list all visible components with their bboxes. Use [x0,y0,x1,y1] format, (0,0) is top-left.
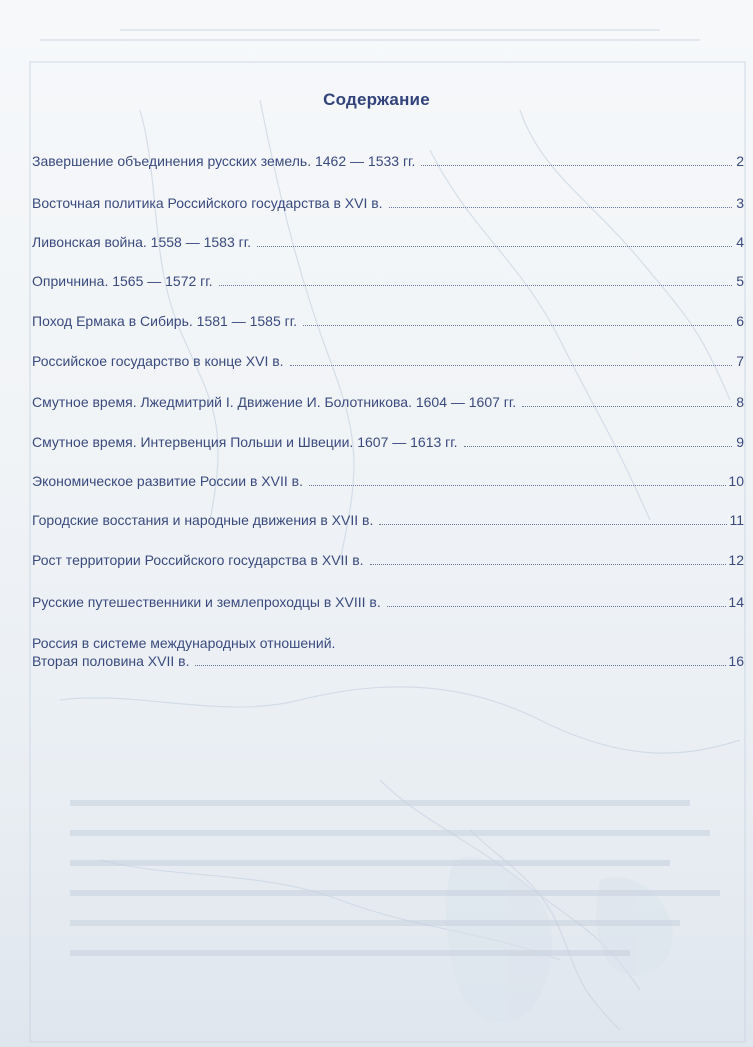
toc-leader-dots [195,664,726,666]
toc-item[interactable] [32,272,744,290]
toc-item[interactable] [32,433,744,451]
toc-item[interactable] [32,511,744,529]
toc-item-page: 16 [728,653,744,669]
toc-item[interactable] [32,634,744,670]
toc-item-label: Смутное время. Лжедмитрий I. Движение И. Болотникова. 1604 — 1607 гг. [32,394,517,410]
toc-item-page: 9 [736,434,744,450]
toc-leader-dots [379,523,727,525]
toc-item-page: 4 [736,234,744,250]
toc-item-page: 12 [728,552,744,568]
toc-item-page: 3 [736,195,744,211]
toc-item-label: Рост территории Российского государства в XVII в. [32,552,364,568]
toc-item-page: 10 [728,473,744,489]
toc-item-label: Вторая половина XVII в. [32,653,190,669]
page-title: Содержание [323,90,430,109]
toc-leader-dots [464,445,732,447]
toc-item-page: 11 [729,512,744,528]
toc-leader-dots [389,206,732,208]
toc-item-label: Опричнина. 1565 — 1572 гг. [32,273,213,289]
toc-item-label: Городские восстания и народные движения в XVII в. [32,512,374,528]
toc-item-page: 14 [728,594,744,610]
toc-item-label: Завершение объединения русских земель. 1462 — 1533 гг. [32,153,416,169]
toc-leader-dots [257,245,732,247]
toc-item[interactable] [32,312,744,330]
toc-item-page: 8 [736,394,744,410]
toc-leader-dots [303,324,732,326]
toc-item-label: Смутное время. Интервенция Польши и Швеции. 1607 — 1613 гг. [32,434,458,450]
toc-item-page: 5 [736,273,744,289]
toc-item-page: 2 [736,153,744,169]
toc-item[interactable] [32,233,744,251]
toc-item[interactable] [32,194,744,212]
toc-item[interactable] [32,152,744,170]
toc-item-label: Русские путешественники и землепроходцы в XVIII в. [32,594,381,610]
toc-leader-dots [421,164,732,166]
toc-item-label: Ливонская война. 1558 — 1583 гг. [32,234,252,250]
toc-leader-dots [290,364,732,366]
toc-item-page: 7 [736,353,744,369]
toc-item-label: Поход Ермака в Сибирь. 1581 — 1585 гг. [32,313,298,329]
toc-leader-dots [309,484,726,486]
toc-item[interactable] [32,551,744,569]
toc-leader-dots [387,605,727,607]
toc-item-label-line1: Россия в системе международных отношений. [32,635,336,651]
toc-leader-dots [522,405,732,407]
toc-item-label: Российское государство в конце XVI в. [32,353,284,369]
toc-item-label: Экономическое развитие России в XVII в. [32,473,303,489]
toc-item-label: Восточная политика Российского государства в XVI в. [32,195,383,211]
toc-item[interactable] [32,393,744,411]
toc-leader-dots [219,284,732,286]
toc-item[interactable] [32,472,744,490]
toc-leader-dots [370,563,727,565]
toc-item[interactable] [32,352,744,370]
toc-item-page: 6 [736,313,744,329]
toc-item[interactable] [32,593,744,611]
